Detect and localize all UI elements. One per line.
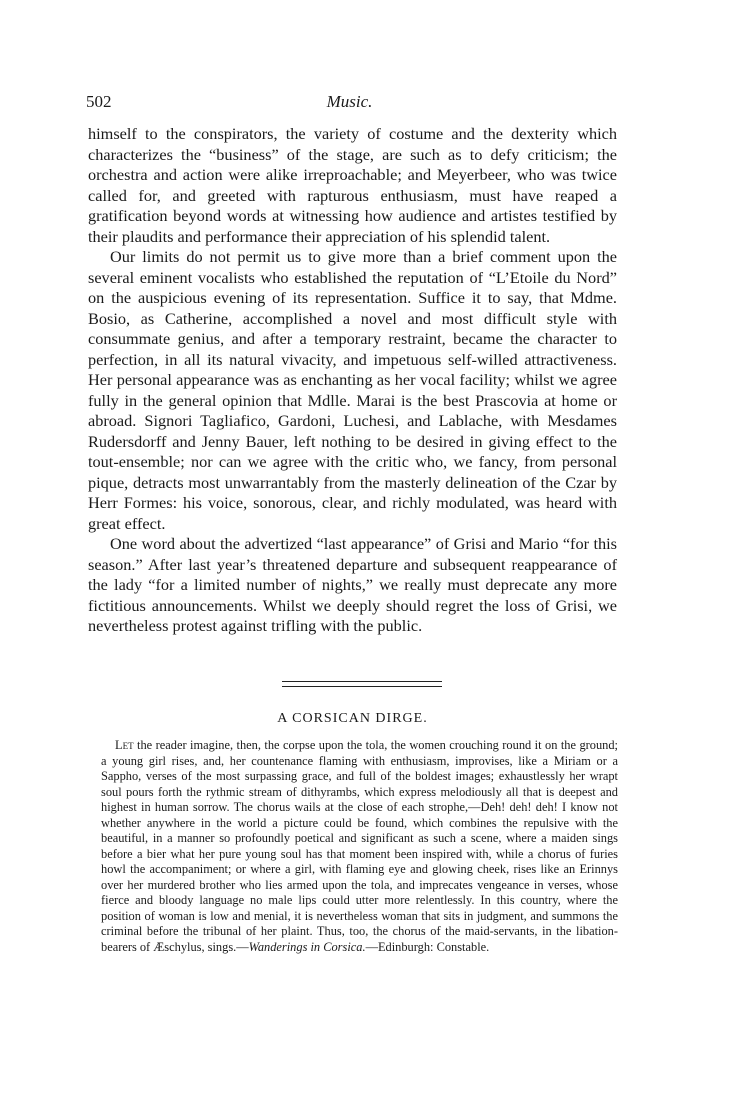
dirge-source-publisher: —Edinburgh: Constable. [365, 939, 490, 954]
running-header [86, 92, 613, 116]
running-title: Music. [326, 92, 373, 111]
dirge-extract [101, 738, 618, 955]
dirge-first-word: Let [115, 738, 134, 752]
dirge-paragraph [101, 738, 618, 955]
article-paragraph: himself to the conspirators, the variety of costume and the dexterity which characterizes the “business” of the stage, are such as to defy criticism; the orchestra and action were alike irreproachable; and Meyerbeer, who was twice called for, and greeted with rapturous enthusiasm, must have reaped a gratification beyond words at witnessing how audience and artistes testified by their plaudits and performance their appreciation of his splendid talent. [88, 124, 617, 246]
dirge-text: the reader imagine, then, the corpse upon the tola, the women crouching round it on the ground; a young girl rises, and, her countenance flaming with enthusiasm, improvises, like a Miriam or a Sappho, verses of the most surpassing grace, and full of the boldest images; exhaustlessly her wrapt soul pours forth the rythmic stream of dithyrambs, which express melodiously all that is deepest and highest in human sorrow. The chorus wails at the close of each strophe,—Deh! deh! deh! I know not whether anywhere in the world a picture could be found, which combines the repulsive with the beautiful, in a manner so profoundly poetical and significant as such a scene, where a maiden sings before a bier what her pure young soul has that moment been inspired with, while a chorus of furies howl the accompaniment; or where a girl, with flaming eye and glowing cheek, rises like an Erinnys over her murdered brother who lies armed upon the tola, and imprecates vengeance in verses, whose fierce and bloody language no male lips could utter more relentlessly. In this country, where the position of woman is low and menial, it is nevertheless woman that sits in judgment, and summons the criminal before the tribunal of her plaint. Thus, too, the chorus of the maid-servants, in the libation-bearers of Æschylus, sings.— [101, 738, 618, 954]
page-number: 502 [86, 92, 112, 111]
article-paragraph: One word about the advertized “last appearance” of Grisi and Mario “for this season.” After last year’s threatened departure and subsequent reappearance of the lady “for a limited number of nights,” we really must deprecate any more fictitious announcements. Whilst we deeply should regret the loss of Grisi, we nevertheless protest against trifling with the public. [88, 534, 617, 635]
article-body [88, 124, 617, 637]
section-divider [282, 681, 442, 687]
dirge-source-title: Wanderings in Corsica. [248, 939, 366, 954]
article-paragraph: Our limits do not permit us to give more than a brief comment upon the several eminent vocalists who established the reputation of “L’Etoile du Nord” on the auspicious evening of its representation. Suffice it to say, that Mdme. Bosio, as Catherine, accomplished a novel and most difficult style with consummate genius, and after a temporary restraint, became the character to perfection, in all its natural vivacity, and impetuous self-willed attractiveness. Her personal appearance was as enchanting as her vocal facility; whilst we agree fully in the general opinion that Mdlle. Marai is the best Prascovia at home or abroad. Signori Tagliafico, Gardoni, Luchesi, and Lablache, with Mesdames Rudersdorff and Jenny Bauer, left nothing to be desired in giving effect to the tout-ensemble; nor can we agree with the critic who, we fancy, from personal pique, detracts most unwarrantably from the masterly delineation of the Czar by Herr Formes: his voice, sonorous, clear, and richly modulated, was heard with great effect. [88, 247, 617, 533]
section-heading: A CORSICAN DIRGE. [277, 711, 428, 726]
